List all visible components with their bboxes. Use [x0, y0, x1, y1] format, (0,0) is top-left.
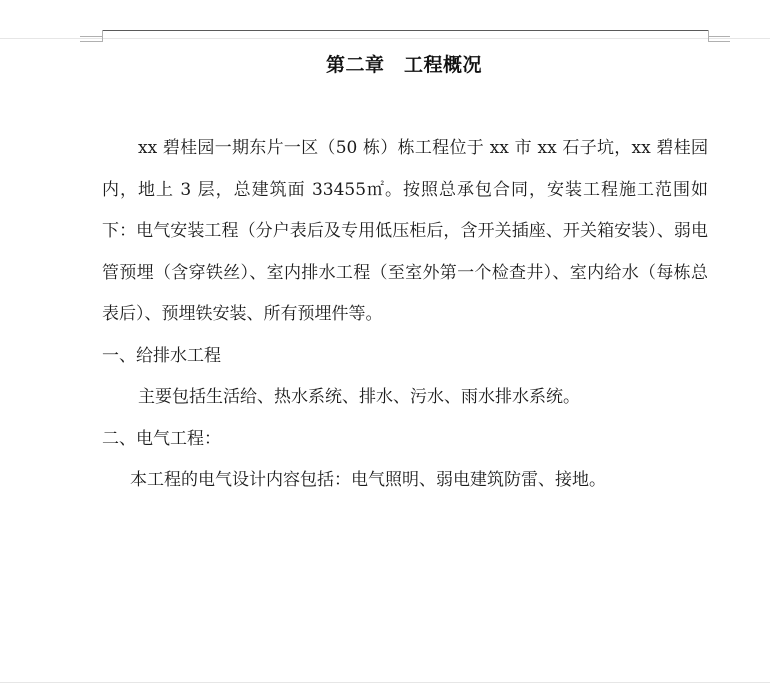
document-body — [102, 128, 708, 502]
section-heading-electrical: 二、电气工程： — [102, 428, 221, 449]
chapter-title: 第二章 工程概况 — [325, 54, 482, 76]
page-edge-top — [0, 38, 770, 39]
header-margin-rule — [102, 30, 708, 31]
crop-mark-left — [80, 36, 102, 42]
section-body-plumbing: 主要包括生活给、热水系统、排水、污水、雨水排水系统。 — [138, 387, 580, 407]
intro-paragraph: xx 碧桂园一期东片一区（50 栋）栋工程位于 xx 市 xx 石子坑，xx 碧桂园内，地上 3 层，总建筑面 33455㎡。按照总承包合同，安装工程施工范围如下：电气安装工程（分户表后及专用低压柜后，含开关插座、开关箱安装）、弱电管预埋（含穿铁丝）、室内排水工程（至室外第一个检查井）、室内给水（每栋总表后）、预埋铁安装、所有预埋件等。 — [102, 138, 708, 324]
page-edge-bottom — [0, 682, 770, 683]
section-heading-plumbing: 一、给排水工程 — [102, 345, 221, 366]
crop-mark-left-vertical — [102, 30, 103, 42]
crop-mark-right — [708, 36, 730, 42]
section-body-electrical: 本工程的电气设计内容包括：电气照明、弱电建筑防雷、接地。 — [130, 470, 606, 490]
crop-mark-right-vertical — [708, 30, 709, 42]
